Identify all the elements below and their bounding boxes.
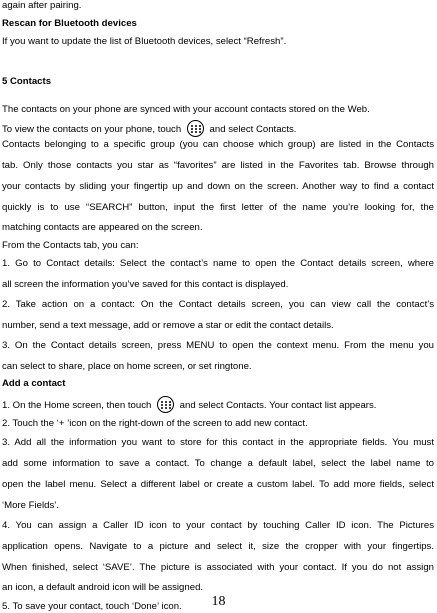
section-heading: Add a contact	[2, 378, 66, 389]
text-line: If you want to update the list of Bluetooth devices, select “Refresh”.	[2, 36, 287, 47]
text-line	[2, 120, 434, 137]
text-line: 4. You can assign a Caller ID icon to your contact by touching Caller ID icon. The Pictures	[2, 520, 434, 531]
apps-launcher-icon	[187, 120, 204, 137]
text-line	[2, 396, 434, 413]
text-line: When finished, select ‘SAVE’. The picture is associated with your contact. If you do not assign	[2, 562, 434, 573]
text-line: application opens. Navigate to a picture and select it, size the cropper with your fingertips.	[2, 541, 434, 552]
text-line: 3. Add all the information you want to store for this contact in the appropriate fields. You must	[2, 437, 434, 448]
text-line: open the label menu. Select a different label or create a custom label. To add more fields, select	[2, 479, 434, 490]
page-number: 18	[211, 594, 226, 609]
text-line: ‘More Fields’.	[2, 500, 60, 511]
text-line: add some information to save a contact. To change a default label, select the label name to	[2, 458, 434, 469]
text-line: The contacts on your phone are synced with your account contacts stored on the Web.	[2, 104, 370, 115]
text-line: an icon, a default android icon will be assigned.	[2, 582, 204, 593]
text-segment: and select Contacts.	[209, 124, 297, 135]
text-line: Contacts belonging to a specific group (you can choose which group) are listed in the Contacts	[2, 139, 434, 150]
text-line: all screen the information you’ve saved for this contact is displayed.	[2, 279, 289, 290]
text-line: again after pairing.	[2, 0, 82, 11]
text-line: 3. On the Contact details screen, press MENU to open the context menu. From the menu you	[2, 340, 434, 351]
text-line: From the Contacts tab, you can:	[2, 240, 139, 251]
text-line: 2. Take action on a contact: On the Contact details screen, you can view call the contact’s	[2, 299, 434, 310]
text-line: 1. Go to Contact details: Select the contact’s name to open the Contact details screen, where	[2, 258, 434, 269]
section-heading: 5 Contacts	[2, 76, 52, 87]
text-line: can select to share, place on home screen, or set ringtone.	[2, 361, 252, 372]
text-segment: and select Contacts. Your contact list appears.	[179, 400, 377, 411]
text-line: 2. Touch the ‘+ ’icon on the right-down of the screen to add new contact.	[2, 418, 308, 429]
text-line: matching contacts are appeared on the screen.	[2, 222, 203, 233]
text-segment: 1. On the Home screen, then touch	[2, 400, 152, 411]
apps-launcher-icon	[157, 396, 174, 413]
section-heading: Rescan for Bluetooth devices	[2, 18, 137, 29]
text-line: tab. Only those contacts you star as “favorites” are listed in the Favorites tab. Browse through	[2, 160, 434, 171]
text-segment: To view the contacts on your phone, touch	[2, 124, 182, 135]
text-line: your contacts by sliding your fingertip up and down on the screen. Another way to find a contact	[2, 181, 434, 192]
text-line: 5. To save your contact, touch ‘Done’ icon.	[2, 601, 182, 612]
text-line: quickly is to use “SEARCH” button, input the first letter of the name you’re looking for, the	[2, 202, 434, 213]
text-line: number, send a text message, add or remove a star or edit the contact details.	[2, 320, 334, 331]
